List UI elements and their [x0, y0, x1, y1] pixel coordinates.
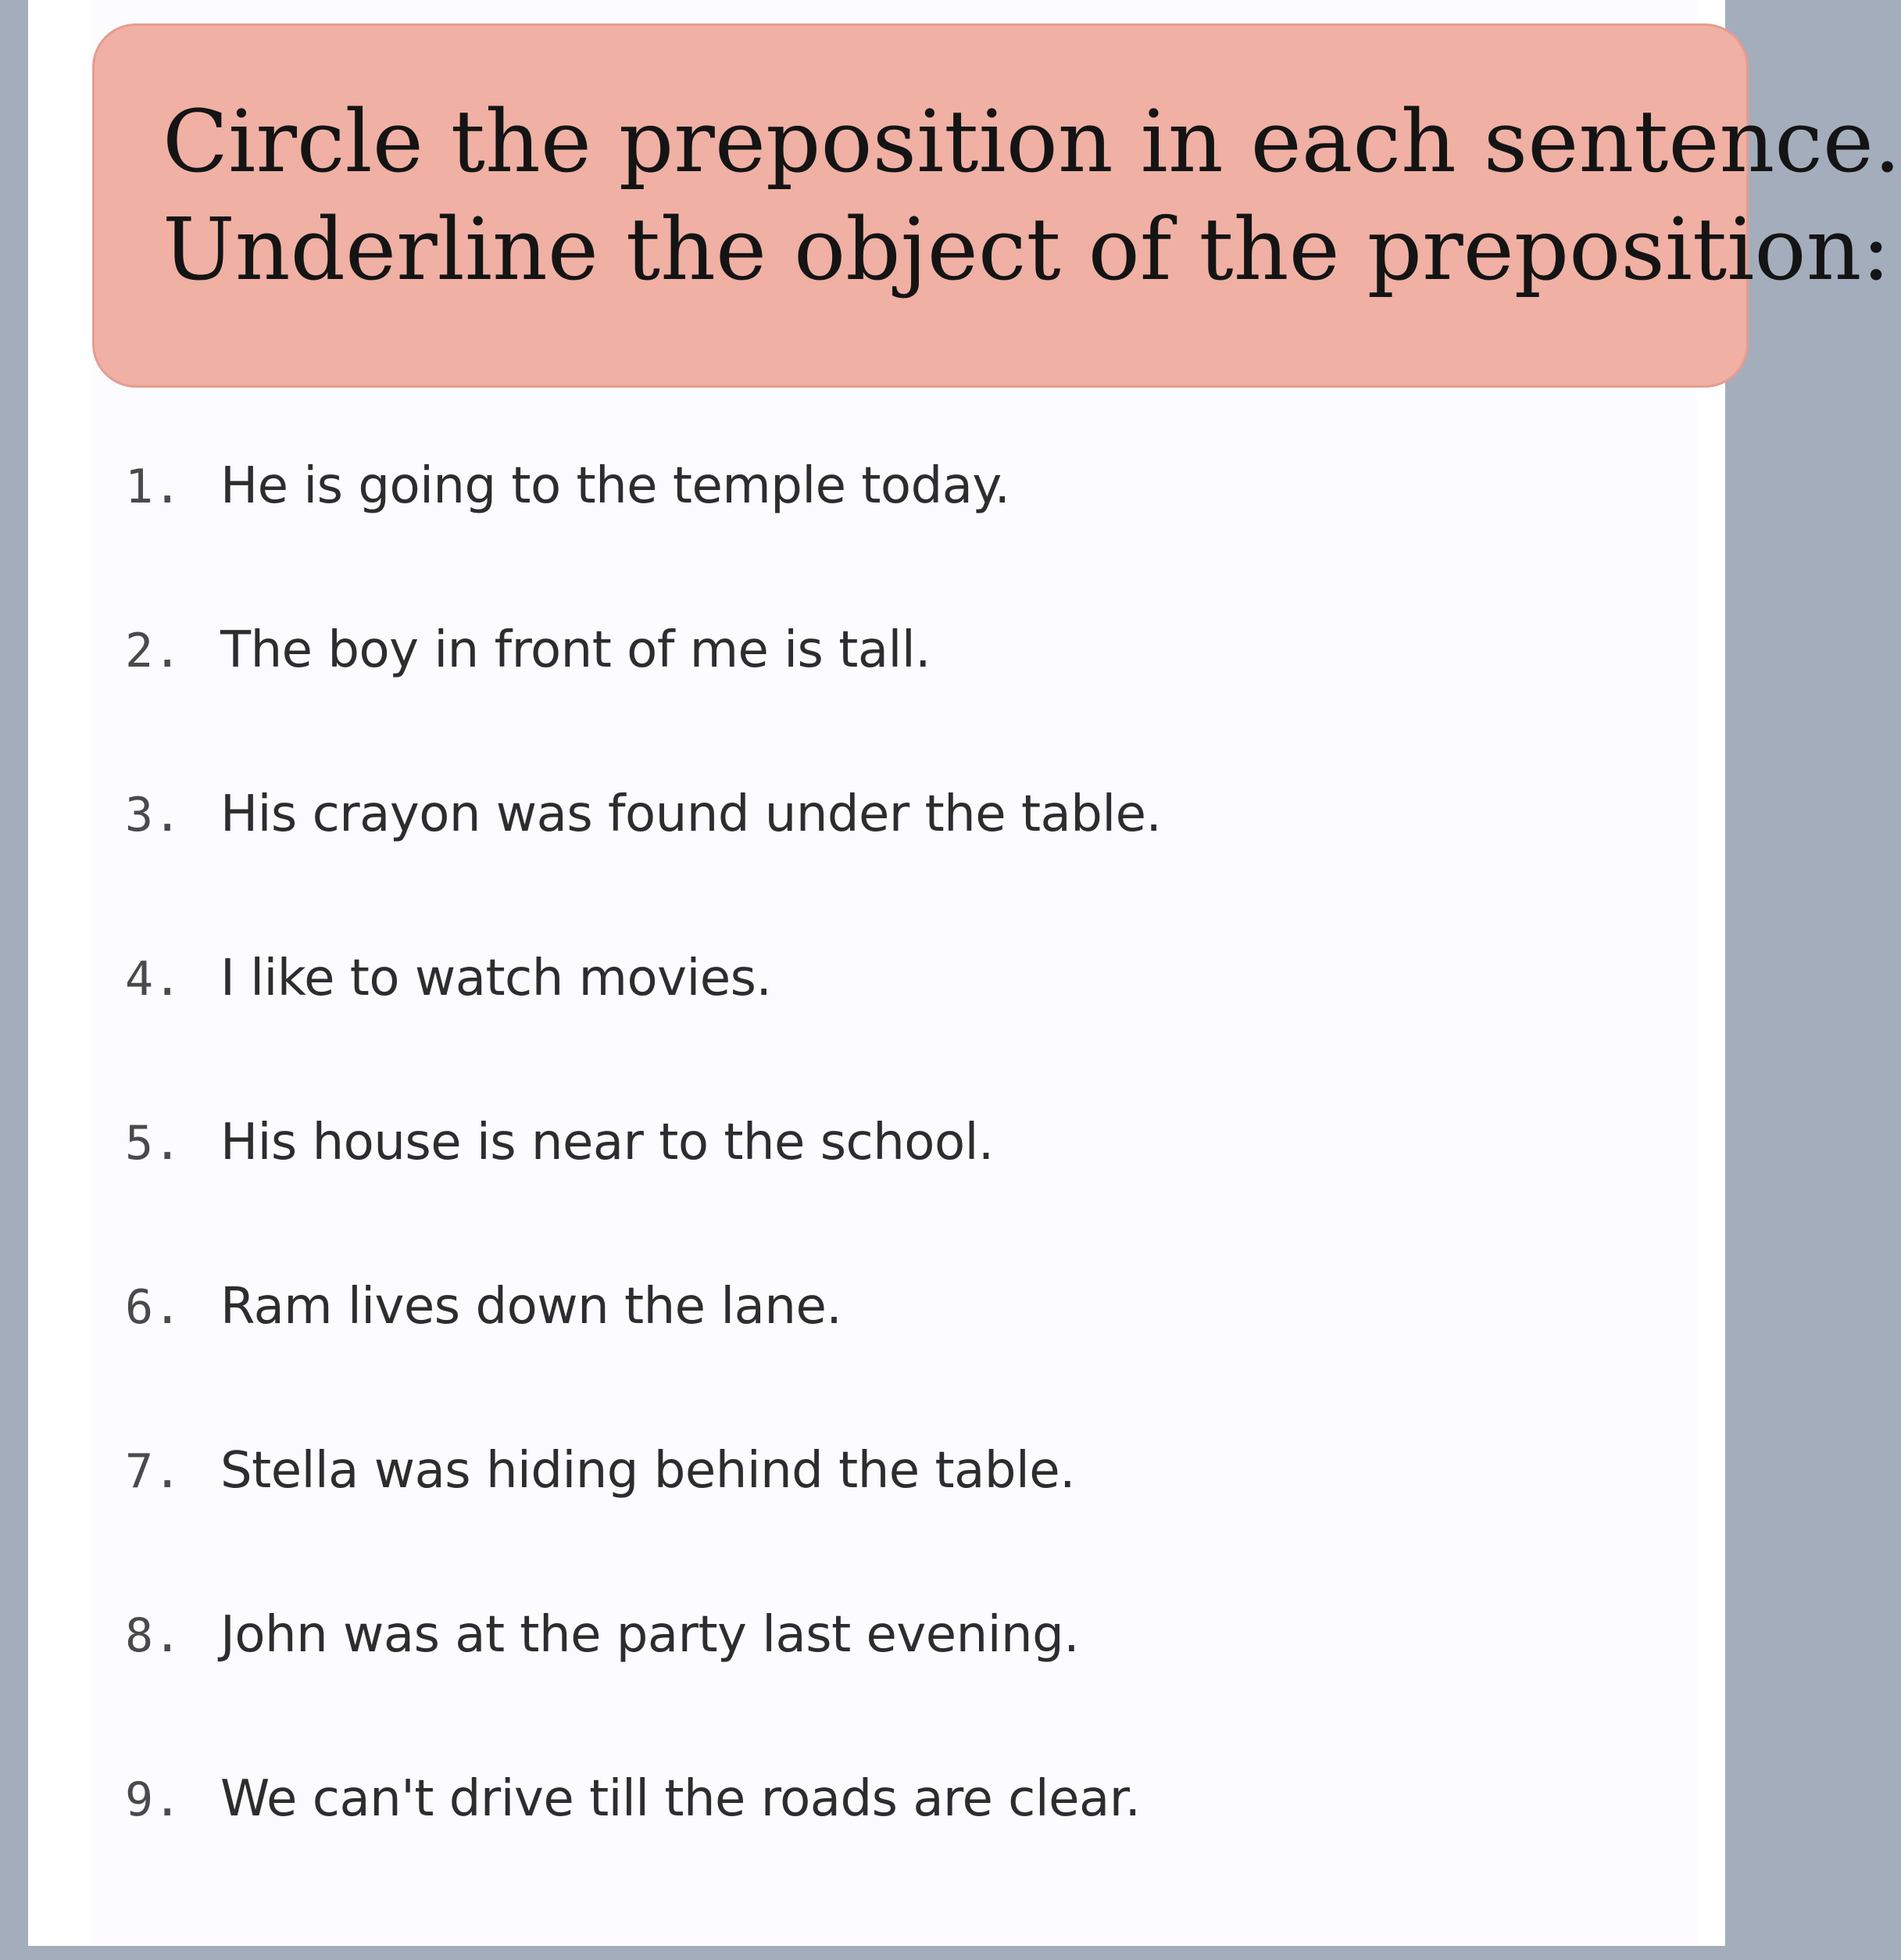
- sentence-text: Stella was hiding behind the table.: [220, 1442, 1075, 1500]
- instruction-line-2: Underline the object of the preposition:: [163, 199, 1891, 299]
- sentence-text: I like to watch movies.: [220, 950, 772, 1007]
- sentence-item: [125, 1427, 1161, 1591]
- sentence-number: 4.: [125, 952, 182, 1007]
- sentence-number: 7.: [125, 1444, 182, 1499]
- sentence-number: 6.: [125, 1280, 182, 1335]
- sentence-item: [125, 1099, 1161, 1263]
- sentence-list: [125, 442, 1161, 1919]
- sentence-item: [125, 1591, 1161, 1755]
- sentence-number: 9.: [125, 1772, 182, 1827]
- sentence-text: John was at the party last evening.: [220, 1606, 1080, 1664]
- sentence-number: 3.: [125, 788, 182, 842]
- sentence-text: The boy in front of me is tall.: [220, 621, 931, 679]
- instruction-line-1: Circle the preposition in each sentence.: [163, 91, 1901, 191]
- sentence-text: We can't drive till the roads are clear.: [220, 1770, 1141, 1828]
- sentence-item: [125, 771, 1161, 935]
- sentence-text: His crayon was found under the table.: [220, 785, 1162, 843]
- sentence-number: 5.: [125, 1116, 182, 1171]
- sentence-text: His house is near to the school.: [220, 1114, 994, 1171]
- sentence-item: [125, 1263, 1161, 1427]
- sentence-item: [125, 1755, 1161, 1919]
- sentence-text: Ram lives down the lane.: [220, 1278, 842, 1336]
- sentence-number: 8.: [125, 1608, 182, 1663]
- instructions-text: [163, 88, 1901, 303]
- sentence-item: [125, 935, 1161, 1099]
- sentence-text: He is going to the temple today.: [220, 457, 1010, 515]
- sentence-number: 1.: [125, 460, 182, 514]
- sentence-number: 2.: [125, 624, 182, 678]
- sentence-item: [125, 606, 1161, 771]
- sentence-item: [125, 442, 1161, 606]
